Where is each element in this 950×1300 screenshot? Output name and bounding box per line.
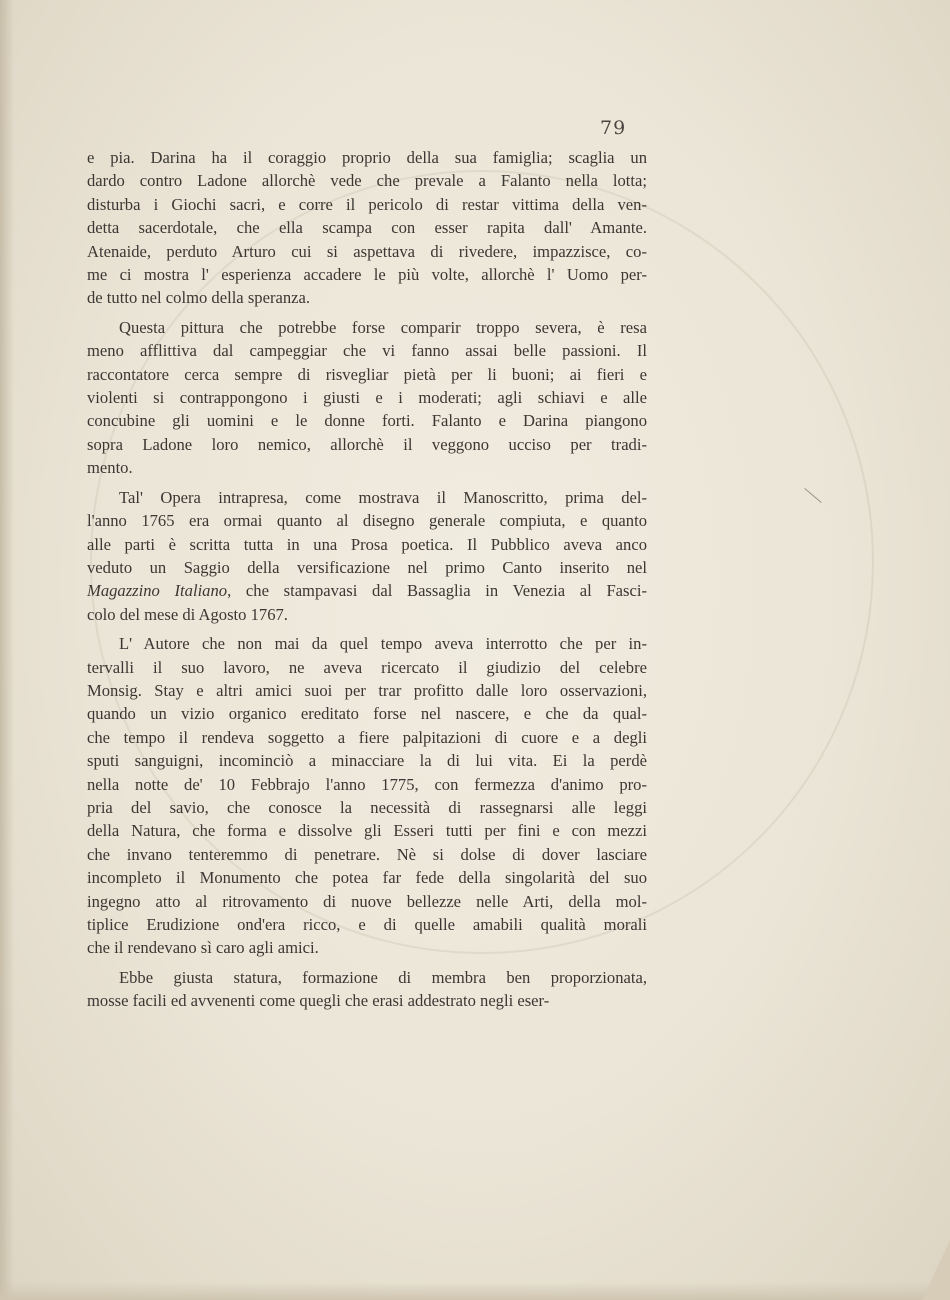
paragraph (87, 316, 647, 480)
text-line: Magazzino Italiano, che stampavasi dal Bassaglia in Venezia al Fasci- (87, 581, 647, 601)
text-line: raccontatore cerca sempre di risvegliar pietà per li buoni; ai fieri e (87, 364, 647, 384)
text-line: l'anno 1765 era ormai quanto al disegno generale compiuta, e quanto (87, 511, 647, 531)
text-line: che il rendevano sì caro agli amici. (87, 938, 319, 958)
text-line: concubine gli uomini e le donne forti. Falanto e Darina piangono (87, 411, 647, 431)
text-line: incompleto il Monumento che potea far fede della singolarità del suo (87, 868, 647, 888)
text-line: meno afflittiva dal campeggiar che vi fanno assai belle passioni. Il (87, 341, 647, 361)
text-line: Questa pittura che potrebbe forse comparir troppo severa, è resa (119, 317, 647, 337)
text-line: Atenaide, perduto Arturo cui si aspettava di rivedere, impazzisce, co- (87, 241, 647, 261)
text-line: Tal' Opera intrapresa, come mostrava il Manoscritto, prima del- (119, 487, 647, 507)
paragraph (87, 486, 647, 626)
text-line: alle parti è scritta tutta in una Prosa poetica. Il Pubblico aveva anco (87, 534, 647, 554)
text-line: pria del savio, che conosce la necessità di rassegnarsi alle leggi (87, 797, 647, 817)
body-text (87, 146, 647, 1019)
text-line: colo del mese di Agosto 1767. (87, 604, 288, 624)
text-line: de tutto nel colmo della speranza. (87, 288, 311, 308)
page-corner (922, 1240, 950, 1300)
text-line: e pia. Darina ha il coraggio proprio della sua famiglia; scaglia un (87, 148, 647, 167)
text-line: mento. (87, 458, 133, 478)
text-line: sputi sanguigni, incominciò a minacciare la di lui vita. Ei la perdè (87, 751, 647, 771)
page-bottom-shadow (0, 1282, 950, 1300)
text-line: nella notte de' 10 Febbrajo l'anno 1775, con fermezza d'animo pro- (87, 774, 647, 794)
text-line: veduto un Saggio della versificazione nel primo Canto inserito nel (87, 557, 647, 577)
text-line: tervalli il suo lavoro, ne aveva ricercato il giudizio del celebre (87, 657, 647, 677)
page-number: 79 (600, 117, 627, 139)
text-line: violenti si contrappongono i giusti e i moderati; agli schiavi e alle (87, 388, 647, 408)
text-line: quando un vizio organico ereditato forse nel nascere, e che da qual- (87, 704, 647, 724)
page-edge-shadow (0, 0, 14, 1300)
text-line: disturba i Giochi sacri, e corre il pericolo di restar vittima della ven- (87, 194, 647, 214)
text-line: L' Autore che non mai da quel tempo aveva interrotto che per in- (119, 634, 647, 654)
text-line: detta sacerdotale, che ella scampa con esser rapita dall' Amante. (87, 218, 647, 238)
paragraph (87, 146, 647, 310)
text-line: Ebbe giusta statura, formazione di membra ben proporzionata, (119, 967, 647, 987)
italic-title: Magazzino Italiano (87, 581, 228, 601)
text-line: della Natura, che forma e dissolve gli Esseri tutti per fini e con mezzi (87, 821, 647, 841)
paragraph (87, 632, 647, 960)
text-line: che invano tenteremmo di penetrare. Nè si dolse di dover lasciare (87, 844, 647, 864)
text-line: me ci mostra l' esperienza accadere le più volte, allorchè l' Uomo per- (87, 265, 647, 285)
text-line: sopra Ladone loro nemico, allorchè il veggono ucciso per tradi- (87, 434, 647, 454)
text-line: tiplice Erudizione ond'era ricco, e di quelle amabili qualità morali (87, 915, 647, 934)
text-line: dardo contro Ladone allorchè vede che prevale a Falanto nella lotta; (87, 171, 647, 191)
text-line: ingegno atto al ritrovamento di nuove bellezze nelle Arti, della mol- (87, 891, 647, 911)
text-line: Monsig. Stay e altri amici suoi per trar profitto dalle loro osservazioni, (87, 680, 647, 700)
text-line: mosse facili ed avvenenti come quegli che erasi addestrato negli eser- (87, 991, 550, 1011)
text-line: che tempo il rendeva soggetto a fiere palpitazioni di cuore e a degli (87, 727, 647, 747)
paragraph (87, 966, 647, 1013)
